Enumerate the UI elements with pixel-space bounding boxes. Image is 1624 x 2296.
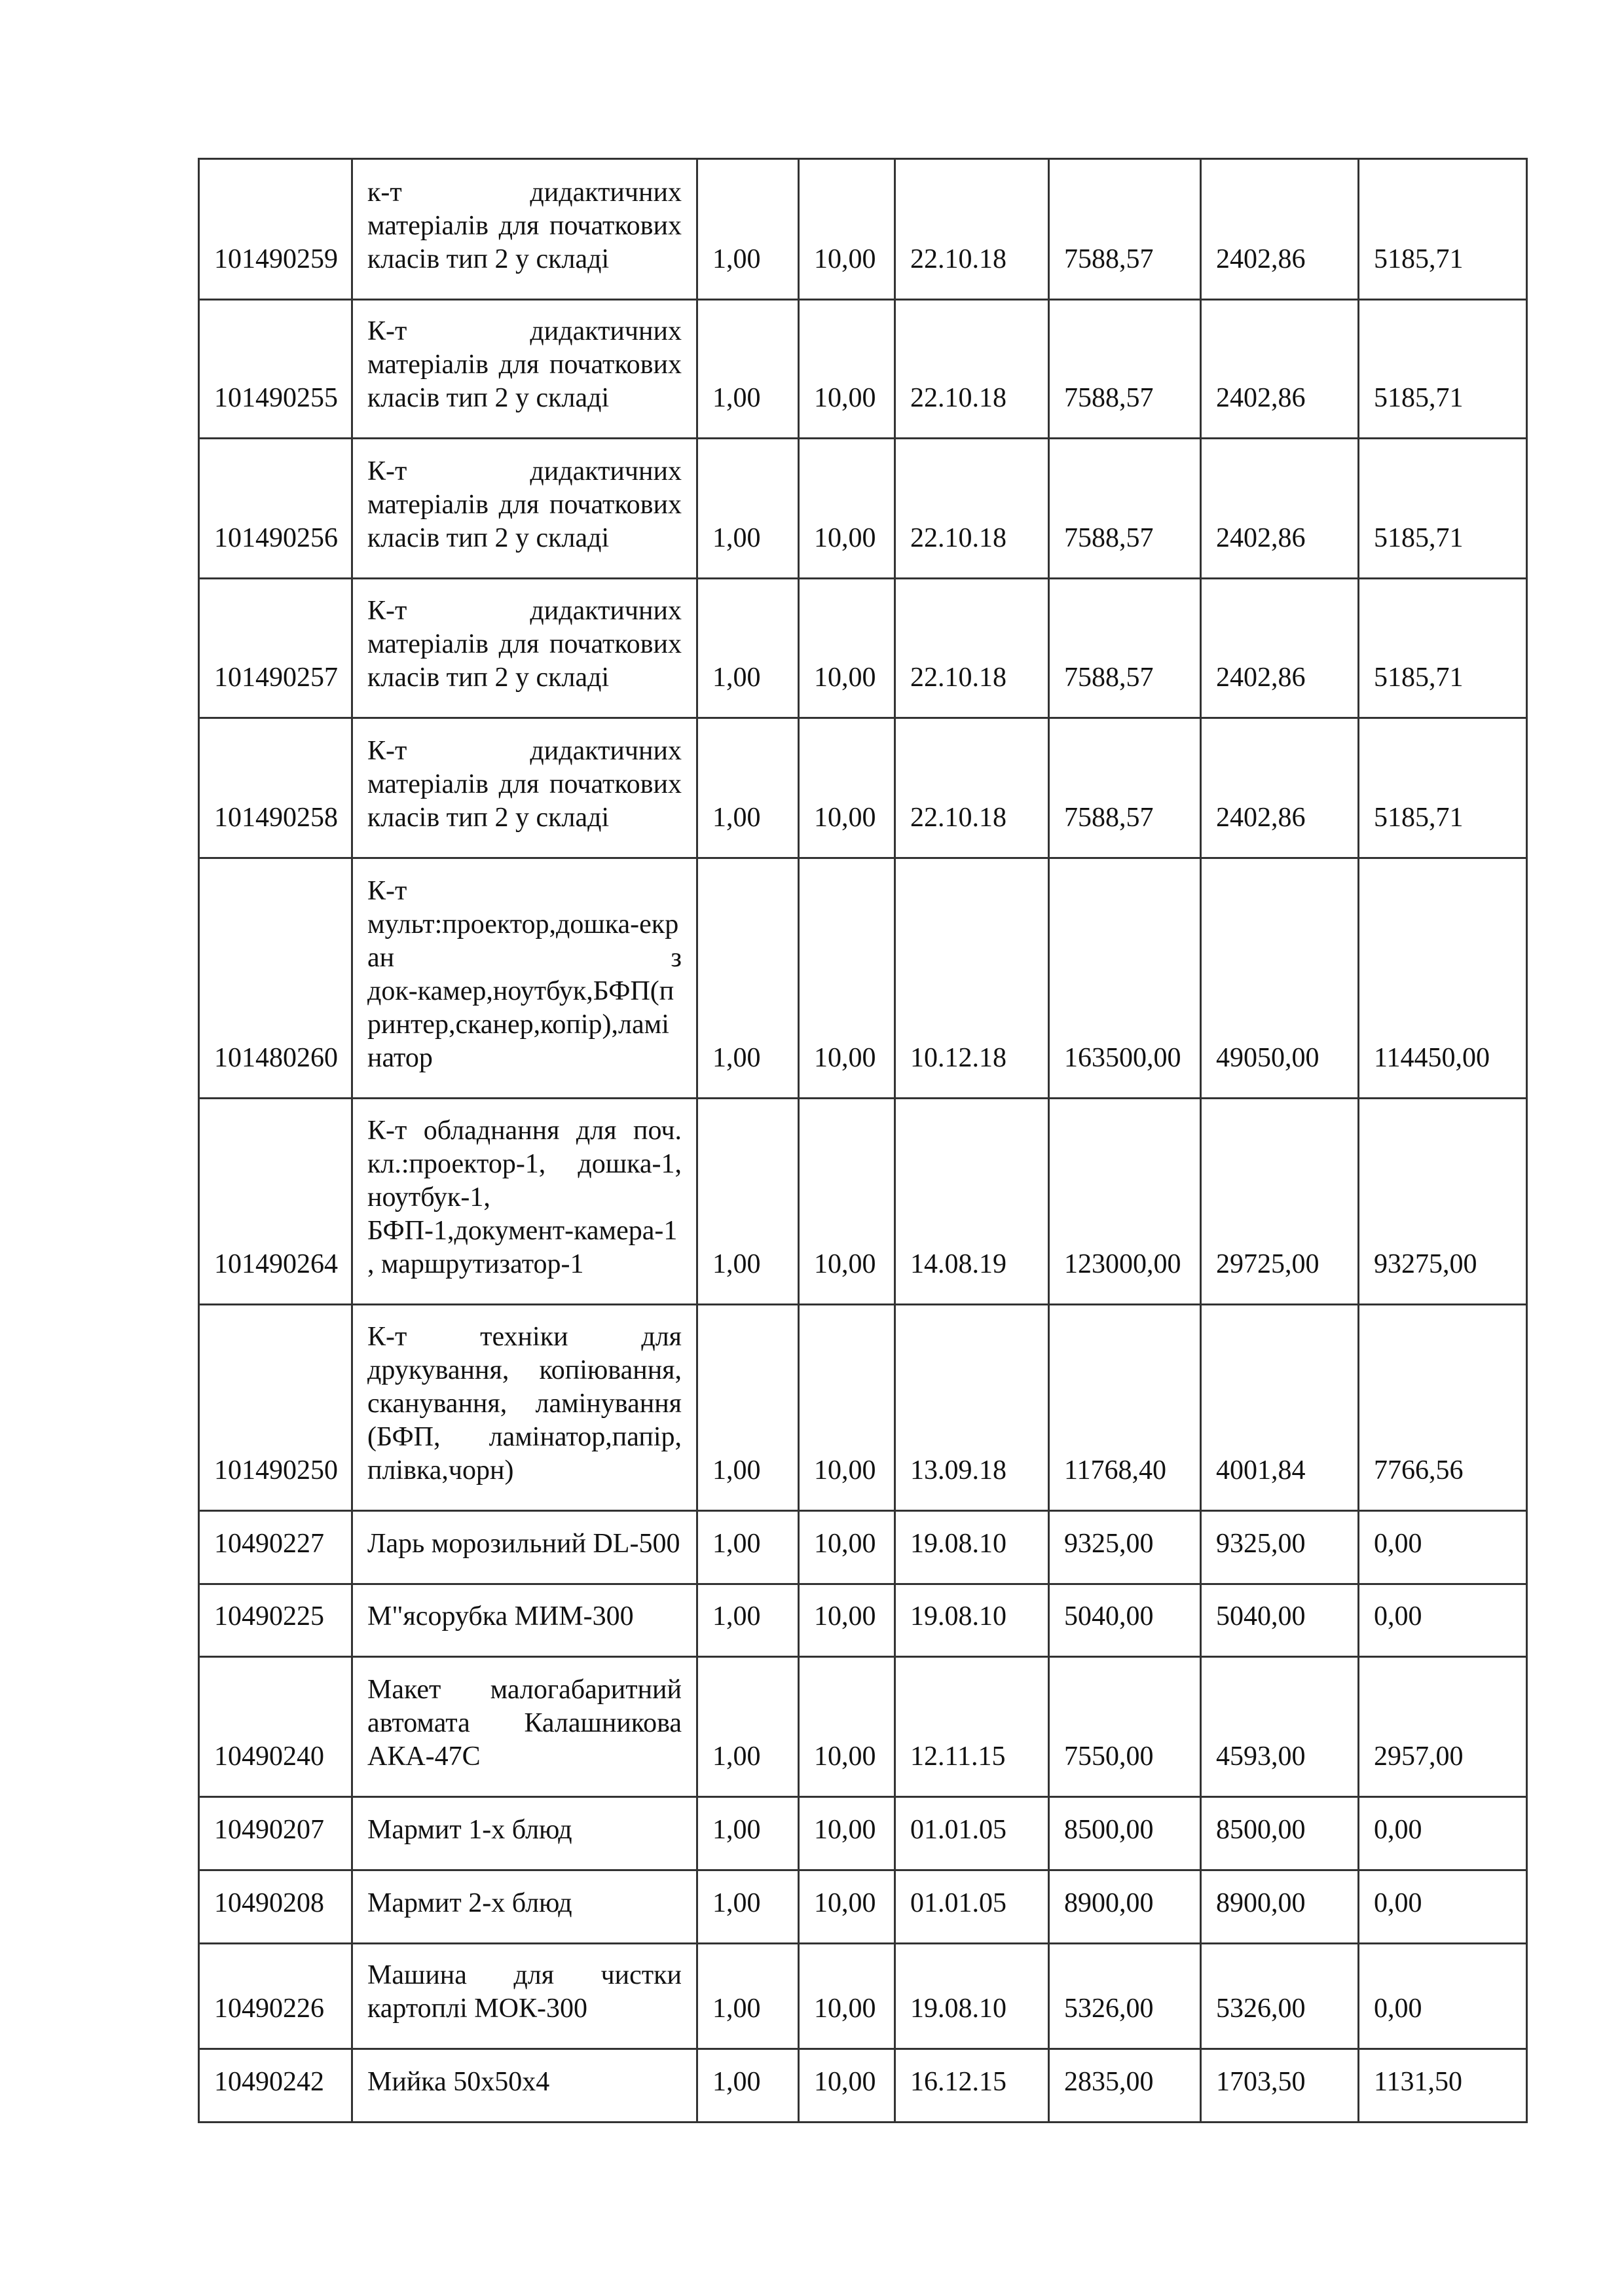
- cell-qty: 1,00: [697, 1584, 799, 1657]
- cell-desc: [352, 439, 697, 579]
- table-row: [199, 1305, 1527, 1511]
- cell-qty: 1,00: [697, 1511, 799, 1584]
- table-row: [199, 1511, 1527, 1584]
- cell-rate: 10,00: [799, 1099, 895, 1305]
- cell-qty: 1,00: [697, 1870, 799, 1944]
- cell-code: 10490226: [199, 1944, 352, 2049]
- table-row: [199, 1797, 1527, 1870]
- cell-rate: 10,00: [799, 1584, 895, 1657]
- cell-date: 19.08.10: [895, 1584, 1049, 1657]
- cell-rate: 10,00: [799, 1305, 895, 1511]
- cell-rest: 1131,50: [1359, 2049, 1527, 2123]
- cell-cost: 7588,57: [1049, 579, 1201, 718]
- cell-wear: 49050,00: [1201, 858, 1359, 1099]
- desc-line: натор: [367, 1043, 433, 1073]
- cell-wear: 8900,00: [1201, 1870, 1359, 1944]
- cell-rest: 5185,71: [1359, 300, 1527, 439]
- cell-rest: 2957,00: [1359, 1657, 1527, 1797]
- desc-line: БФП-1,документ-камера-1: [367, 1216, 678, 1246]
- desc-line: класів тип 2 у складі: [367, 383, 610, 413]
- desc-line: картоплі МОК-300: [367, 1994, 587, 2024]
- table-row: [199, 1099, 1527, 1305]
- desc-line: , маршрутизатор-1: [367, 1249, 584, 1279]
- desc-line: класів тип 2 у складі: [367, 523, 610, 553]
- cell-date: 10.12.18: [895, 858, 1049, 1099]
- desc-line: К-т техніки для: [367, 1322, 682, 1352]
- cell-qty: 1,00: [697, 2049, 799, 2123]
- cell-desc: [352, 300, 697, 439]
- desc-line: Машина для чистки: [367, 1960, 682, 1990]
- cell-qty: 1,00: [697, 1657, 799, 1797]
- cell-desc: [352, 1944, 697, 2049]
- table-row: [199, 1584, 1527, 1657]
- table-row: [199, 1870, 1527, 1944]
- cell-desc: [352, 1099, 697, 1305]
- table-row: [199, 718, 1527, 858]
- table-row: [199, 579, 1527, 718]
- table-row: [199, 159, 1527, 300]
- cell-code: 101490255: [199, 300, 352, 439]
- cell-date: 19.08.10: [895, 1944, 1049, 2049]
- cell-date: 22.10.18: [895, 439, 1049, 579]
- table-row: [199, 2049, 1527, 2123]
- cell-code: 10490208: [199, 1870, 352, 1944]
- cell-rate: 10,00: [799, 439, 895, 579]
- cell-wear: 8500,00: [1201, 1797, 1359, 1870]
- cell-rest: 0,00: [1359, 1797, 1527, 1870]
- cell-wear: 1703,50: [1201, 2049, 1359, 2123]
- cell-date: 22.10.18: [895, 300, 1049, 439]
- desc-line: (БФП, ламінатор,папір,: [367, 1422, 682, 1452]
- cell-code: 101490258: [199, 718, 352, 858]
- cell-rest: 5185,71: [1359, 579, 1527, 718]
- cell-qty: 1,00: [697, 718, 799, 858]
- desc-line: матеріалів для початкових: [367, 211, 682, 241]
- cell-rate: 10,00: [799, 858, 895, 1099]
- cell-rest: 0,00: [1359, 1511, 1527, 1584]
- cell-code: 101490264: [199, 1099, 352, 1305]
- cell-rate: 10,00: [799, 1797, 895, 1870]
- cell-cost: 5326,00: [1049, 1944, 1201, 2049]
- cell-cost: 7588,57: [1049, 300, 1201, 439]
- cell-rate: 10,00: [799, 1511, 895, 1584]
- cell-rest: 114450,00: [1359, 858, 1527, 1099]
- desc-line: мульт:проектор,дошка-екр: [367, 909, 679, 939]
- desc-line: матеріалів для початкових: [367, 350, 682, 380]
- desc-line: к-т дидактичних: [367, 177, 682, 208]
- cell-wear: 5040,00: [1201, 1584, 1359, 1657]
- desc-line: класів тип 2 у складі: [367, 663, 610, 693]
- cell-qty: 1,00: [697, 1305, 799, 1511]
- cell-desc: [352, 1305, 697, 1511]
- cell-rest: 0,00: [1359, 1870, 1527, 1944]
- cell-wear: 2402,86: [1201, 300, 1359, 439]
- cell-code: 101490250: [199, 1305, 352, 1511]
- cell-qty: 1,00: [697, 300, 799, 439]
- cell-rest: 5185,71: [1359, 159, 1527, 300]
- cell-code: 10490240: [199, 1657, 352, 1797]
- table-row: [199, 1944, 1527, 2049]
- cell-desc: [352, 718, 697, 858]
- cell-code: 101490259: [199, 159, 352, 300]
- inventory-table: [198, 158, 1528, 2123]
- cell-code: 101490256: [199, 439, 352, 579]
- cell-cost: 7588,57: [1049, 718, 1201, 858]
- desc-line: Макет малогабаритний: [367, 1675, 682, 1705]
- cell-rate: 10,00: [799, 2049, 895, 2123]
- cell-wear: 2402,86: [1201, 718, 1359, 858]
- cell-desc: [352, 1870, 697, 1944]
- cell-rest: 7766,56: [1359, 1305, 1527, 1511]
- desc-line: Ларь морозильний DL-500: [367, 1529, 680, 1559]
- cell-qty: 1,00: [697, 579, 799, 718]
- desc-line: К-т дидактичних: [367, 736, 682, 766]
- cell-qty: 1,00: [697, 1944, 799, 2049]
- cell-cost: 8900,00: [1049, 1870, 1201, 1944]
- cell-rest: 5185,71: [1359, 439, 1527, 579]
- desc-line: сканування, ламінування: [367, 1389, 682, 1419]
- desc-line: Мийка 50х50х4: [367, 2067, 550, 2097]
- cell-wear: 2402,86: [1201, 579, 1359, 718]
- desc-line: друкування, копіювання,: [367, 1355, 682, 1385]
- table-row: [199, 300, 1527, 439]
- cell-desc: [352, 579, 697, 718]
- cell-date: 14.08.19: [895, 1099, 1049, 1305]
- desc-line: док-камер,ноутбук,БФП(п: [367, 976, 674, 1006]
- table-row: [199, 858, 1527, 1099]
- cell-wear: 9325,00: [1201, 1511, 1359, 1584]
- cell-qty: 1,00: [697, 1797, 799, 1870]
- cell-cost: 123000,00: [1049, 1099, 1201, 1305]
- cell-date: 19.08.10: [895, 1511, 1049, 1584]
- cell-code: 101480260: [199, 858, 352, 1099]
- cell-code: 10490242: [199, 2049, 352, 2123]
- cell-wear: 5326,00: [1201, 1944, 1359, 2049]
- desc-line: плівка,чорн): [367, 1455, 514, 1485]
- desc-line: ринтер,сканер,копір),ламі: [367, 1010, 669, 1040]
- cell-code: 101490257: [199, 579, 352, 718]
- desc-line: АКА-47С: [367, 1741, 481, 1772]
- cell-desc: [352, 1657, 697, 1797]
- desc-line: Мармит 1-х блюд: [367, 1815, 572, 1845]
- cell-rest: 0,00: [1359, 1944, 1527, 2049]
- cell-code: 10490225: [199, 1584, 352, 1657]
- cell-cost: 11768,40: [1049, 1305, 1201, 1511]
- cell-date: 01.01.05: [895, 1797, 1049, 1870]
- desc-line: М"ясорубка МИМ-300: [367, 1601, 634, 1631]
- desc-line: Мармит 2-х блюд: [367, 1888, 572, 1918]
- desc-line: класів тип 2 у складі: [367, 244, 610, 274]
- cell-cost: 9325,00: [1049, 1511, 1201, 1584]
- cell-date: 16.12.15: [895, 2049, 1049, 2123]
- cell-wear: 2402,86: [1201, 439, 1359, 579]
- cell-date: 22.10.18: [895, 159, 1049, 300]
- desc-line: кл.:проектор-1, дошка-1,: [367, 1149, 682, 1179]
- desc-line: ноутбук-1,: [367, 1182, 490, 1212]
- desc-line: матеріалів для початкових: [367, 769, 682, 799]
- cell-desc: [352, 159, 697, 300]
- cell-date: 12.11.15: [895, 1657, 1049, 1797]
- cell-qty: 1,00: [697, 159, 799, 300]
- cell-wear: 2402,86: [1201, 159, 1359, 300]
- cell-desc: [352, 858, 697, 1099]
- cell-date: 01.01.05: [895, 1870, 1049, 1944]
- cell-rest: 0,00: [1359, 1584, 1527, 1657]
- cell-desc: [352, 1584, 697, 1657]
- cell-qty: 1,00: [697, 439, 799, 579]
- cell-cost: 163500,00: [1049, 858, 1201, 1099]
- cell-desc: [352, 1797, 697, 1870]
- cell-code: 10490227: [199, 1511, 352, 1584]
- desc-line: класів тип 2 у складі: [367, 803, 610, 833]
- cell-rest: 5185,71: [1359, 718, 1527, 858]
- cell-rate: 10,00: [799, 718, 895, 858]
- desc-line: К-т дидактичних: [367, 316, 682, 346]
- cell-rate: 10,00: [799, 300, 895, 439]
- cell-date: 22.10.18: [895, 579, 1049, 718]
- cell-rate: 10,00: [799, 1657, 895, 1797]
- cell-cost: 8500,00: [1049, 1797, 1201, 1870]
- cell-rate: 10,00: [799, 159, 895, 300]
- cell-cost: 7588,57: [1049, 439, 1201, 579]
- cell-rate: 10,00: [799, 579, 895, 718]
- table-row: [199, 1657, 1527, 1797]
- cell-rate: 10,00: [799, 1870, 895, 1944]
- table-row: [199, 439, 1527, 579]
- desc-line: К-т дидактичних: [367, 456, 682, 486]
- desc-line: автомата Калашникова: [367, 1708, 682, 1738]
- cell-cost: 5040,00: [1049, 1584, 1201, 1657]
- cell-cost: 7550,00: [1049, 1657, 1201, 1797]
- cell-desc: [352, 2049, 697, 2123]
- desc-line: матеріалів для початкових: [367, 490, 682, 520]
- cell-rate: 10,00: [799, 1944, 895, 2049]
- cell-date: 13.09.18: [895, 1305, 1049, 1511]
- desc-line: матеріалів для початкових: [367, 629, 682, 659]
- desc-line: ан з: [367, 943, 682, 973]
- cell-desc: [352, 1511, 697, 1584]
- desc-line: К-т дидактичних: [367, 596, 682, 626]
- cell-wear: 29725,00: [1201, 1099, 1359, 1305]
- cell-date: 22.10.18: [895, 718, 1049, 858]
- cell-qty: 1,00: [697, 858, 799, 1099]
- desc-line: К-т: [367, 876, 407, 906]
- cell-cost: 2835,00: [1049, 2049, 1201, 2123]
- cell-wear: 4001,84: [1201, 1305, 1359, 1511]
- cell-rest: 93275,00: [1359, 1099, 1527, 1305]
- cell-wear: 4593,00: [1201, 1657, 1359, 1797]
- cell-code: 10490207: [199, 1797, 352, 1870]
- cell-cost: 7588,57: [1049, 159, 1201, 300]
- desc-line: К-т обладнання для поч.: [367, 1116, 682, 1146]
- cell-qty: 1,00: [697, 1099, 799, 1305]
